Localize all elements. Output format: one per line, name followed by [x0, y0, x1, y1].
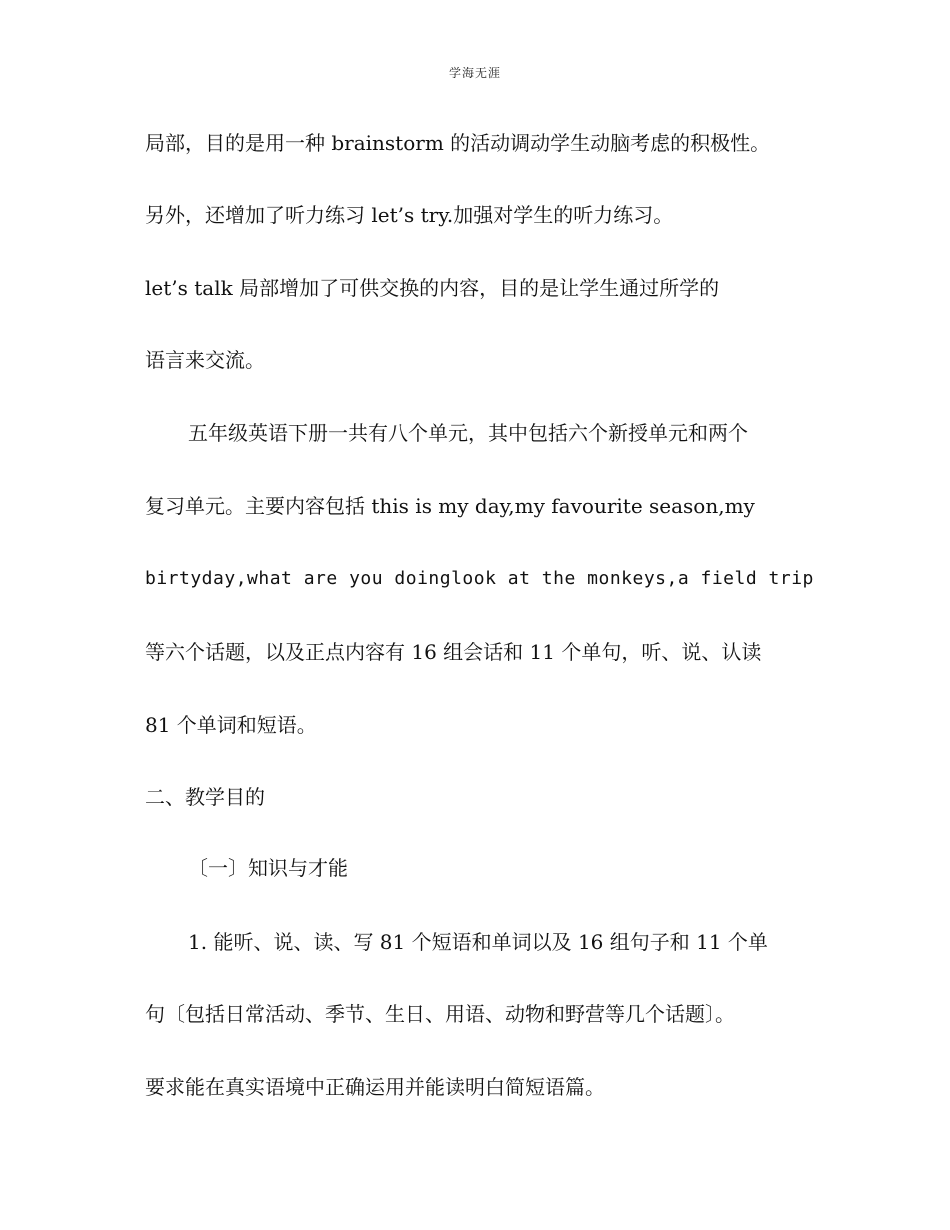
text-line: 语言来交流。 — [145, 348, 265, 372]
text-line: let’s talk 局部增加了可供交换的内容，目的是让学生通过所学的 — [145, 276, 720, 300]
text-line: 复习单元。主要内容包括 this is my day,my favourite season,my — [145, 494, 755, 518]
text-line: birtyday,what are you doinglook at the monkeys,a field trip — [145, 568, 814, 589]
text-line: 要求能在真实语境中正确运用并能读明白简短语篇。 — [145, 1075, 605, 1099]
text-line: 句〔包括日常活动、季节、生日、用语、动物和野营等几个话题〕。 — [145, 1002, 735, 1026]
section-heading: 二、教学目的 — [145, 785, 265, 809]
text-line: 81 个单词和短语。 — [145, 713, 317, 737]
text-line: 等六个话题，以及正点内容有 16 组会话和 11 个单句，听、说、认读 — [145, 640, 762, 664]
text-line: 另外，还增加了听力练习 let’s try.加强对学生的听力练习。 — [145, 203, 674, 227]
subsection-heading: 〔一〕知识与才能 — [188, 856, 348, 880]
paragraph-start-line: 五年级英语下册一共有八个单元，其中包括六个新授单元和两个 — [188, 421, 748, 445]
text-line: 局部，目的是用一种 brainstorm 的活动调动学生动脑考虑的积极性。 — [145, 131, 771, 155]
page-header: 学海无涯 — [448, 66, 501, 80]
list-item-start-line: 1. 能听、说、读、写 81 个短语和单词以及 16 组句子和 11 个单 — [188, 930, 768, 954]
